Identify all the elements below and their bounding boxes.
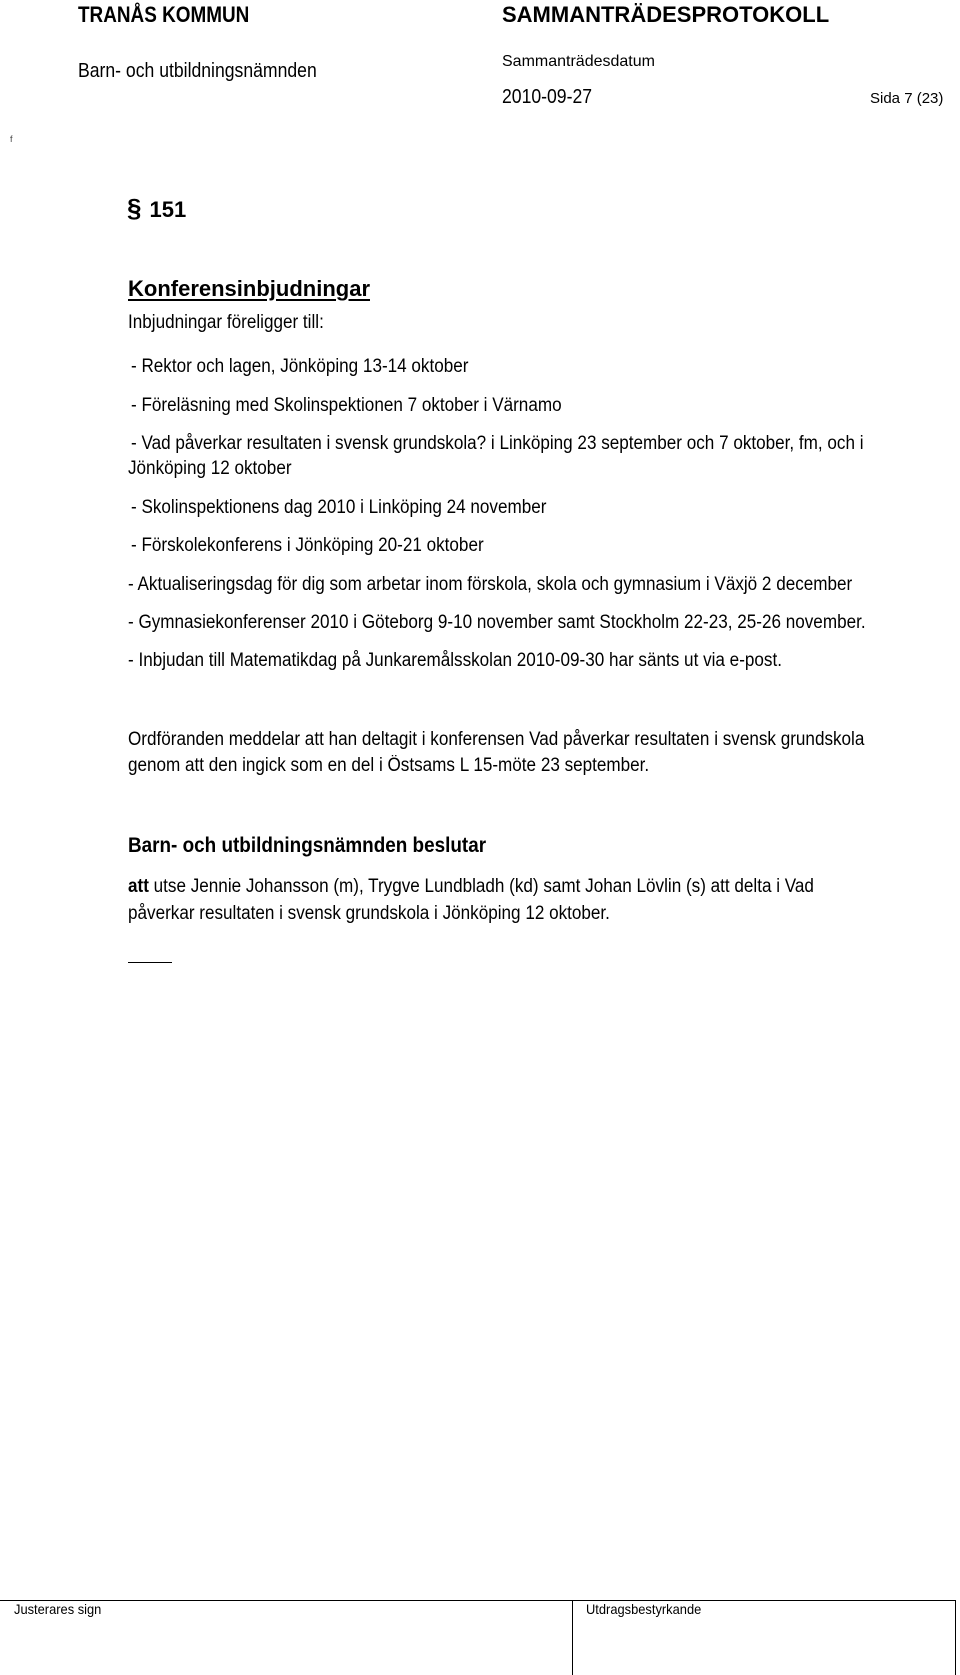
decision-heading: Barn- och utbildningsnämnden beslutar xyxy=(128,834,487,857)
invitation-item-continuation: Jönköping 12 oktober xyxy=(128,458,292,479)
extract-certification-label: Utdragsbestyrkande xyxy=(586,1601,702,1617)
adjuster-signature-label: Justerares sign xyxy=(14,1601,102,1617)
invitation-item: - Aktualiseringsdag för dig som arbetar inom förskola, skola och gymnasium i Växjö 2 december xyxy=(128,574,853,595)
invitation-item: - Förskolekonferens i Jönköping 20-21 oktober xyxy=(131,535,484,556)
invitation-item: - Vad påverkar resultaten i svensk grundskola? i Linköping 23 september och 7 oktober, fm, och i xyxy=(131,433,864,454)
decision-line xyxy=(128,876,814,898)
end-rule xyxy=(128,962,172,963)
section-number xyxy=(127,193,186,224)
stray-mark: f xyxy=(10,134,13,144)
decision-text: utse Jennie Johansson (m), Trygve Lundbladh (kd) samt Johan Lövlin (s) att delta i Vad xyxy=(148,876,814,897)
signature-footer xyxy=(0,1600,956,1675)
municipality-name: TRANÅS KOMMUN xyxy=(78,2,250,27)
invitation-item: - Inbjudan till Matematikdag på Junkaremålsskolan 2010-09-30 har sänts ut via e-post. xyxy=(128,650,782,671)
invitation-item: - Rektor och lagen, Jönköping 13-14 oktober xyxy=(131,356,469,377)
chair-statement-line: genom att den ingick som en del i Östsams L 15-möte 23 september. xyxy=(128,755,650,776)
invitations-intro: Inbjudningar föreligger till: xyxy=(128,312,324,333)
decision-line: påverkar resultaten i svensk grundskola i Jönköping 12 oktober. xyxy=(128,903,610,924)
meeting-date: 2010-09-27 xyxy=(502,86,593,108)
meeting-date-label: Sammanträdesdatum xyxy=(502,53,655,70)
section-sign: § xyxy=(127,193,142,223)
page-number: Sida 7 (23) xyxy=(870,90,944,107)
section-number-value: 151 xyxy=(149,197,187,222)
decision-keyword: att xyxy=(128,876,149,897)
document-type: SAMMANTRÄDESPROTOKOLL xyxy=(502,2,830,27)
invitation-item: - Gymnasiekonferenser 2010 i Göteborg 9-10 november samt Stockholm 22-23, 25-26 november. xyxy=(128,612,866,633)
section-title: Konferensinbjudningar xyxy=(128,276,370,301)
invitation-item: - Skolinspektionens dag 2010 i Linköping 24 november xyxy=(131,497,547,518)
chair-statement-line: Ordföranden meddelar att han deltagit i konferensen Vad påverkar resultaten i svensk grundskola xyxy=(128,729,865,750)
invitation-item: - Föreläsning med Skolinspektionen 7 oktober i Värnamo xyxy=(131,395,562,416)
board-name: Barn- och utbildningsnämnden xyxy=(78,60,317,82)
footer-divider xyxy=(572,1600,573,1675)
